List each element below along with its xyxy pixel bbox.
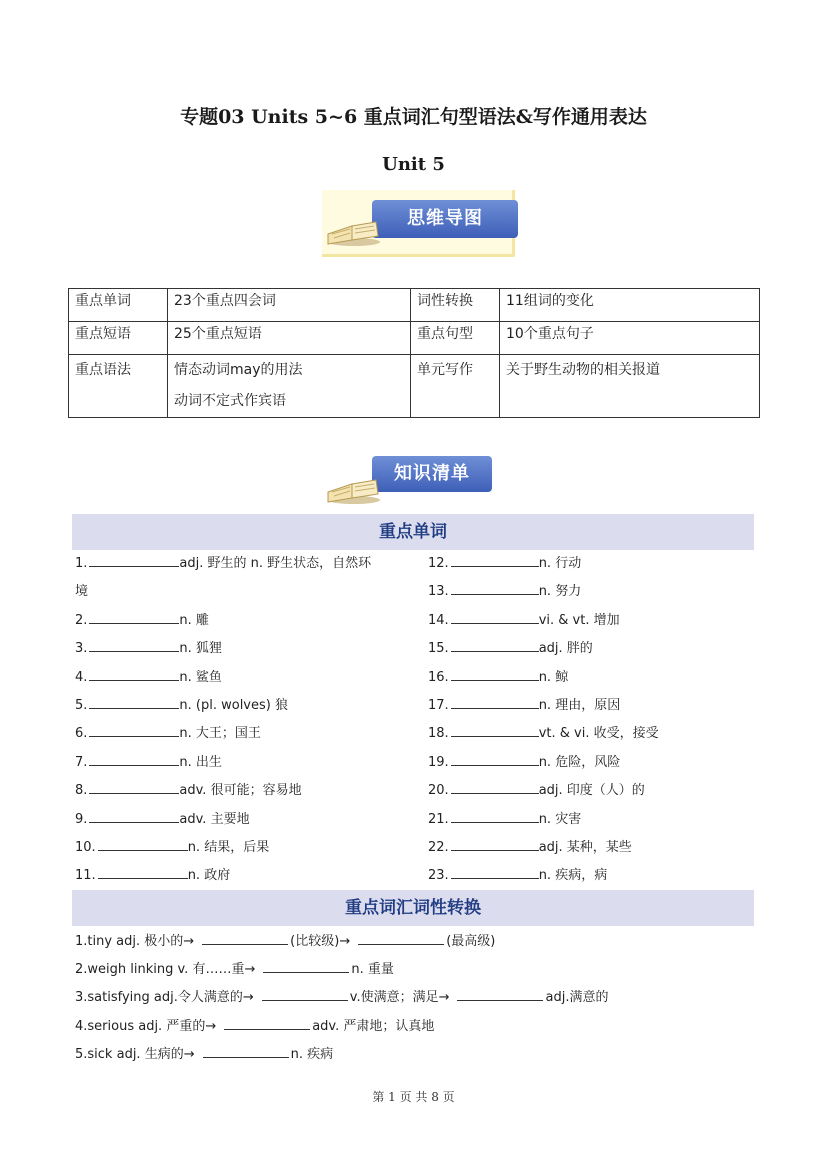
answer-blank[interactable]: [98, 838, 188, 851]
item-definition: n. 理由，原因: [538, 698, 621, 713]
line-part: (最高级): [446, 934, 496, 949]
table-cell: 10个重点句子: [500, 322, 760, 355]
vocab-item: [428, 694, 620, 713]
item-definition: n. (pl. wolves) 狼: [179, 698, 288, 713]
item-number: 21.: [428, 811, 449, 827]
answer-blank[interactable]: [451, 668, 539, 681]
vocab-item: [428, 666, 568, 685]
item-number: 5.: [75, 698, 88, 713]
answer-blank[interactable]: [451, 696, 539, 709]
answer-blank[interactable]: [451, 810, 539, 823]
answer-blank[interactable]: [451, 554, 539, 567]
item-number: 16.: [428, 669, 449, 685]
vocab-item: [75, 751, 222, 770]
table-cell: [168, 355, 411, 418]
item-number: 10.: [75, 840, 96, 855]
item-number: 15.: [428, 641, 449, 657]
vocab-item: [428, 836, 632, 855]
table-cell: 重点语法: [69, 355, 168, 418]
answer-blank[interactable]: [89, 668, 179, 681]
answer-blank[interactable]: [224, 1017, 310, 1030]
answer-blank[interactable]: [451, 781, 539, 794]
answer-blank[interactable]: [89, 781, 179, 794]
item-definition: adv. 主要地: [179, 811, 250, 827]
answer-blank[interactable]: [451, 753, 539, 766]
answer-blank[interactable]: [262, 988, 348, 1001]
vocab-item: [428, 808, 581, 827]
table-cell: 23个重点四会词: [168, 289, 411, 322]
vocab-item: [75, 694, 288, 713]
word-form-line: [75, 1043, 333, 1062]
unit-subtitle: Unit 5: [382, 154, 445, 175]
answer-blank[interactable]: [451, 639, 539, 652]
item-definition: adj. 野生的 n. 野生状态，自然环: [179, 556, 372, 571]
item-number: 3.: [75, 641, 88, 657]
answer-blank[interactable]: [89, 696, 179, 709]
table-cell: 重点单词: [69, 289, 168, 322]
table-row: [69, 289, 760, 322]
word-forms-header: 重点词汇词性转换: [72, 890, 754, 926]
item-number: 14.: [428, 612, 449, 628]
answer-blank[interactable]: [203, 1045, 289, 1058]
line-prompt: 5.sick adj. 生病的→: [75, 1046, 195, 1062]
vocab-item: [75, 808, 250, 827]
page-title: 专题03 Units 5~6 重点词汇句型语法&写作通用表达: [180, 106, 647, 128]
item-number: 9.: [75, 811, 88, 827]
answer-blank[interactable]: [451, 611, 539, 624]
item-definition: n. 大王；国王: [179, 726, 261, 742]
answer-blank[interactable]: [457, 988, 543, 1001]
word-form-line: [75, 930, 495, 949]
answer-blank[interactable]: [89, 611, 179, 624]
item-definition: n. 灾害: [538, 811, 582, 827]
item-definition: n. 努力: [538, 584, 582, 600]
page-footer: 第 1 页 共 8 页: [372, 1090, 455, 1104]
answer-blank[interactable]: [358, 932, 444, 945]
vocab-item: [428, 864, 607, 883]
word-form-line: [75, 1015, 434, 1034]
item-number: 23.: [428, 868, 449, 884]
table-cell: 25个重点短语: [168, 322, 411, 355]
answer-blank[interactable]: [89, 554, 179, 567]
answer-blank[interactable]: [451, 838, 539, 851]
item-number: 7.: [75, 754, 88, 770]
vocab-item: [75, 722, 261, 741]
table-cell: 重点句型: [411, 322, 500, 355]
item-definition: n. 鲨鱼: [179, 669, 222, 685]
answer-blank[interactable]: [89, 753, 179, 766]
banner-label: 思维导图: [372, 200, 518, 238]
vocab-item: [428, 552, 581, 571]
key-words-header: 重点单词: [72, 514, 754, 550]
vocab-item: [75, 580, 88, 599]
table-cell: 词性转换: [411, 289, 500, 322]
item-definition: n. 危险，风险: [538, 754, 621, 770]
item-number: 17.: [428, 698, 449, 713]
item-number: 1.: [75, 556, 88, 571]
item-definition: vt. & vi. 收受，接受: [538, 726, 659, 742]
item-number: 11.: [75, 868, 96, 884]
item-number: 19.: [428, 754, 449, 770]
answer-blank[interactable]: [89, 724, 179, 737]
vocab-item: [75, 836, 269, 855]
item-definition: n. 结果，后果: [187, 840, 270, 855]
answer-blank[interactable]: [98, 866, 188, 879]
table-cell: 重点短语: [69, 322, 168, 355]
open-book-icon: [322, 462, 382, 506]
vocab-item: [75, 864, 230, 883]
answer-blank[interactable]: [451, 724, 539, 737]
item-definition: adj. 胖的: [538, 641, 593, 657]
banner-label: 知识清单: [372, 456, 492, 492]
word-form-line: [75, 986, 608, 1005]
item-definition: adj. 某种，某些: [538, 840, 632, 855]
vocab-item: [75, 609, 209, 628]
line-prompt: 1.tiny adj. 极小的→: [75, 934, 195, 949]
vocab-item: [428, 637, 593, 656]
item-number: 20.: [428, 783, 449, 799]
table-row: [69, 322, 760, 355]
table-cell: 单元写作: [411, 355, 500, 418]
item-definition: n. 雕: [179, 612, 209, 628]
item-definition: n. 出生: [179, 754, 222, 770]
item-number: 13.: [428, 584, 449, 600]
vocab-item: [75, 552, 371, 571]
vocab-item: [428, 751, 620, 770]
answer-blank[interactable]: [263, 960, 349, 973]
answer-blank[interactable]: [89, 810, 179, 823]
line-part: (比较级)→: [290, 934, 351, 949]
item-definition: 境: [75, 584, 89, 600]
item-definition: n. 狐狸: [179, 641, 222, 657]
table-cell: 11组词的变化: [500, 289, 760, 322]
table-row: [69, 355, 760, 418]
vocab-item: [428, 722, 659, 741]
word-form-line: [75, 958, 394, 977]
item-definition: n. 鲸: [538, 669, 569, 685]
line-prompt: 4.serious adj. 严重的→: [75, 1018, 217, 1034]
vocab-item: [428, 580, 581, 599]
item-number: 22.: [428, 840, 449, 855]
item-number: 18.: [428, 726, 449, 742]
item-definition: n. 行动: [538, 556, 582, 571]
answer-blank[interactable]: [451, 582, 539, 595]
line-prompt: 2.weigh linking v. 有……重→: [75, 962, 256, 978]
item-definition: n. 政府: [187, 868, 231, 884]
summary-table: [68, 288, 760, 418]
grammar-line: 动词不定式作宾语: [174, 393, 286, 409]
vocab-item: [75, 666, 222, 685]
item-number: 12.: [428, 556, 449, 571]
line-part: n. 疾病: [290, 1046, 334, 1062]
answer-blank[interactable]: [451, 866, 539, 879]
table-cell: 关于野生动物的相关报道: [500, 355, 760, 418]
grammar-line: 情态动词may的用法: [174, 362, 303, 378]
line-part: v.使满意；满足→: [349, 990, 450, 1006]
line-part: adj.满意的: [545, 990, 609, 1006]
line-prompt: 3.satisfying adj.令人满意的→: [75, 990, 254, 1006]
answer-blank[interactable]: [89, 639, 179, 652]
answer-blank[interactable]: [202, 932, 288, 945]
vocab-item: [75, 637, 222, 656]
item-definition: adj. 印度（人）的: [538, 783, 645, 799]
vocab-item: [428, 609, 620, 628]
vocab-item: [428, 779, 645, 798]
vocab-item: [75, 779, 302, 798]
item-number: 6.: [75, 726, 88, 742]
item-number: 4.: [75, 669, 88, 685]
open-book-icon: [322, 204, 382, 248]
item-number: 8.: [75, 783, 88, 799]
item-number: 2.: [75, 612, 88, 628]
item-definition: n. 疾病，病: [538, 868, 608, 884]
item-definition: vi. & vt. 增加: [538, 612, 620, 628]
line-part: adv. 严肃地；认真地: [312, 1018, 435, 1034]
item-definition: adv. 很可能；容易地: [179, 783, 302, 799]
line-part: n. 重量: [351, 962, 394, 978]
